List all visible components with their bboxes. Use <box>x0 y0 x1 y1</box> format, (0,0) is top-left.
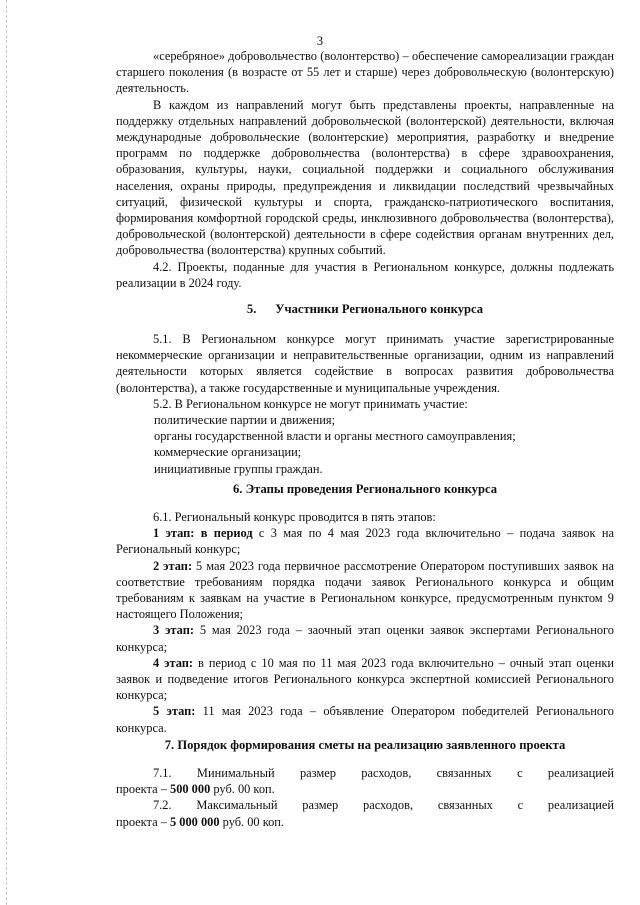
stage-text: 5 мая 2023 года – заочный этап оценки заявок экспертами Регионального конкурса; <box>116 623 615 654</box>
stage-5 <box>116 703 614 735</box>
amount-suffix: руб. 00 коп. <box>219 814 285 829</box>
stage-label: 2 этап: <box>153 558 193 573</box>
section7-paragraph-7-1-line1: 7.1. Минимальный размер расходов, связанных с реализацией <box>153 766 614 780</box>
stage-text: 5 мая 2023 года первичное рассмотрение Оператором поступивших заявок на соответствие требованиям порядка подачи заявок Регионального конкурса и общим требованиям к заявкам на участие в Региональном конкурсе, предусмотренным пунктом 9 настоящего Положения; <box>116 558 615 622</box>
max-amount: 5 000 000 <box>170 814 220 829</box>
min-amount: 500 000 <box>170 782 211 797</box>
list-item: коммерческие организации; <box>154 445 302 460</box>
stage-bold-text: в период <box>200 526 253 541</box>
stage-text: с 3 мая по 4 мая 2023 года включительно – подача заявок на Региональный конкурс; <box>116 526 614 557</box>
stage-text: в период с 10 мая по 11 мая 2023 года включительно – очный этап оценки заявок и подведение итогов Регионального конкурса экспертной комиссией Регионального конкурса; <box>116 655 614 703</box>
section5-heading <box>116 301 614 317</box>
stage-label: 4 этап: <box>153 655 194 670</box>
section5-block <box>116 331 614 477</box>
section7-paragraph-7-1-line2 <box>116 781 614 797</box>
amount-suffix: руб. 00 коп. <box>210 782 275 797</box>
list-item: политические партии и движения; <box>154 413 336 428</box>
amount-prefix: проекта – <box>116 814 170 829</box>
section7-paragraph-7-2-line2 <box>116 814 614 830</box>
page-number: 3 <box>316 34 324 48</box>
section6-heading: 6. Этапы проведения Регионального конкурса <box>233 482 497 496</box>
section5-paragraph-5-1: 5.1. В Региональном конкурсе могут принимать участие зарегистрированные некоммерческие организации и неправительственные организации, одним из направлений деятельности которых является содействие в вопросах развития добровольчества (волонтерства), а также государственные и муниципальные учреждения. <box>116 332 614 395</box>
section5-number: 5. <box>246 302 257 316</box>
section5-title: Участники Регионального конкурса <box>275 302 484 316</box>
section6-block <box>116 509 614 736</box>
stage-text: 11 мая 2023 года – объявление Оператором победителей Регионального конкурса. <box>116 704 614 735</box>
stage-4 <box>116 655 614 704</box>
amount-prefix: проекта – <box>116 782 170 797</box>
stage-label: 3 этап: <box>153 623 194 638</box>
section6-intro: 6.1. Региональный конкурс проводится в пять этапов: <box>153 510 436 524</box>
section7-paragraph-7-2-line1: 7.2. Максимальный размер расходов, связанных с реализацией <box>153 798 614 813</box>
stage-label: 1 этап: <box>153 526 195 541</box>
section5-paragraph-5-2: 5.2. В Региональном конкурсе не могут принимать участие: <box>153 396 468 411</box>
stage-2 <box>116 558 614 623</box>
section4-paragraph-4-2: 4.2. Проекты, поданные для участия в Региональном конкурсе, должны подлежать реализации в 2024 году. <box>116 259 614 290</box>
section7-block <box>116 765 614 830</box>
section4-block <box>116 48 614 291</box>
section4-paragraph-silver: «серебряное» добровольчество (волонтерство) – обеспечение самореализации граждан старшего поколения (в возрасте от 55 лет и старше) через добровольческую (волонтерскую) деятельность. <box>116 49 614 96</box>
section4-paragraph-directions: В каждом из направлений могут быть представлены проекты, направленные на поддержку отдельных направлений добровольческой (волонтерской) деятельности, включая международные добровольческие (волонтерские) мероприятия, разработку и внедрение программ по поддержке добровольчества (волонтерства) в сфере здравоохранения, образования, культуры, науки, социальной поддержки и социального обслуживания населения, охраны природы, предупреждения и ликвидации последствий чрезвычайных ситуаций, физической культуры и спорта, гражданско-патриотического воспитания, формирования комфортной городской среды, инклюзивного добровольчества (волонтерства), добровольческой (волонтерской) деятельности в сфере содействия органам внутренних дел, добровольчества (волонтерства) крупных событий. <box>116 97 614 258</box>
stage-label: 5 этап: <box>153 704 196 719</box>
list-item: инициативные группы граждан. <box>154 461 323 476</box>
stage-1 <box>116 525 614 557</box>
list-item: органы государственной власти и органы местного самоуправления; <box>154 429 516 444</box>
section7-heading: 7. Порядок формирования сметы на реализацию заявленного проекта <box>164 738 566 752</box>
scan-edge-line <box>6 0 7 905</box>
stage-3 <box>116 622 614 654</box>
